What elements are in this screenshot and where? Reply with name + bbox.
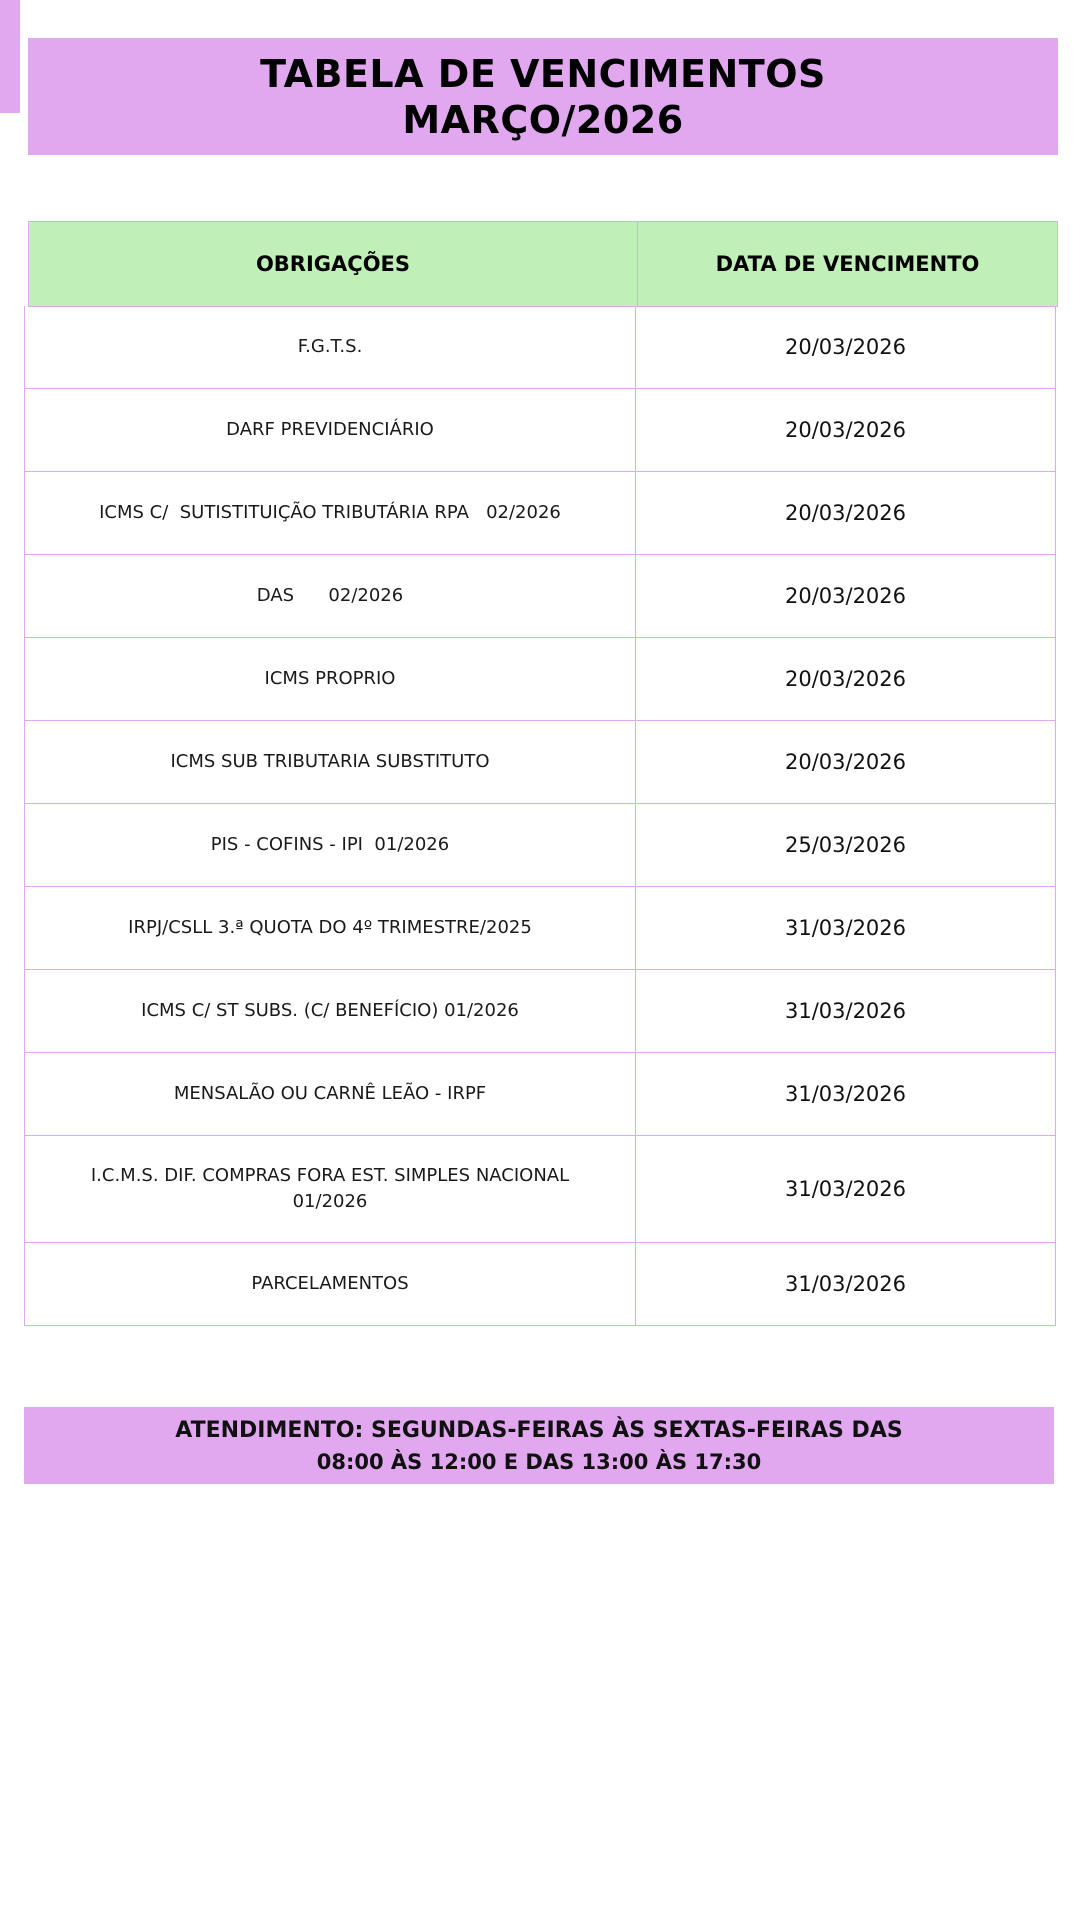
table-row [24, 1136, 1056, 1243]
obrigacao-cell: ICMS C/ SUTISTITUIÇÃO TRIBUTÁRIA RPA 02/2026 [25, 472, 636, 554]
vencimento-cell: 31/03/2026 [784, 916, 907, 940]
table-row [24, 887, 1056, 970]
obrigacao-cell: PARCELAMENTOS [25, 1243, 636, 1325]
vencimento-cell: 31/03/2026 [784, 1177, 907, 1201]
table-row [24, 970, 1056, 1053]
column-header-obrigacoes: OBRIGAÇÕES [29, 222, 638, 306]
obrigacao-cell: ICMS SUB TRIBUTARIA SUBSTITUTO [25, 721, 636, 803]
page-title: TABELA DE VENCIMENTOS [260, 51, 826, 96]
vencimento-cell: 20/03/2026 [784, 667, 907, 691]
table-row [24, 638, 1056, 721]
obrigacao-cell: IRPJ/CSLL 3.ª QUOTA DO 4º TRIMESTRE/2025 [25, 887, 636, 969]
obrigacao-cell: DAS 02/2026 [25, 555, 636, 637]
vencimento-cell: 31/03/2026 [784, 1082, 907, 1106]
vencimento-cell: 20/03/2026 [784, 335, 907, 359]
obrigacao-cell: F.G.T.S. [25, 306, 636, 388]
vencimento-cell: 20/03/2026 [784, 750, 907, 774]
table-row [24, 472, 1056, 555]
vencimento-cell: 31/03/2026 [784, 999, 907, 1023]
obrigacao-cell: ICMS PROPRIO [25, 638, 636, 720]
table-row [24, 389, 1056, 472]
table-row [24, 1243, 1056, 1326]
table-row [24, 721, 1056, 804]
table-row [24, 1053, 1056, 1136]
corner-accent-bar [0, 0, 20, 113]
vencimento-cell: 25/03/2026 [784, 833, 907, 857]
footer-banner [24, 1407, 1054, 1484]
vencimento-cell: 20/03/2026 [784, 501, 907, 525]
obrigacao-cell: DARF PREVIDENCIÁRIO [25, 389, 636, 471]
column-header-data-vencimento: DATA DE VENCIMENTO [715, 252, 980, 276]
atendimento-hours: 08:00 ÀS 12:00 E DAS 13:00 ÀS 17:30 [316, 1449, 762, 1474]
title-banner [28, 38, 1058, 155]
vencimento-cell: 20/03/2026 [784, 584, 907, 608]
page-subtitle-month: MARÇO/2026 [402, 97, 684, 142]
vencimento-cell: 31/03/2026 [784, 1272, 907, 1296]
atendimento-days: ATENDIMENTO: SEGUNDAS-FEIRAS ÀS SEXTAS-FEIRAS DAS [175, 1417, 903, 1443]
table-row [24, 306, 1056, 389]
table-header-row [28, 221, 1058, 307]
table-row [24, 555, 1056, 638]
obrigacao-cell: MENSALÃO OU CARNÊ LEÃO - IRPF [25, 1053, 636, 1135]
vencimento-cell: 20/03/2026 [784, 418, 907, 442]
obrigacao-cell: ICMS C/ ST SUBS. (C/ BENEFÍCIO) 01/2026 [25, 970, 636, 1052]
obrigacao-cell: PIS - COFINS - IPI 01/2026 [25, 804, 636, 886]
obrigacao-cell: I.C.M.S. DIF. COMPRAS FORA EST. SIMPLES NACIONAL 01/2026 [25, 1136, 636, 1242]
table-body [24, 306, 1056, 1326]
table-row [24, 804, 1056, 887]
